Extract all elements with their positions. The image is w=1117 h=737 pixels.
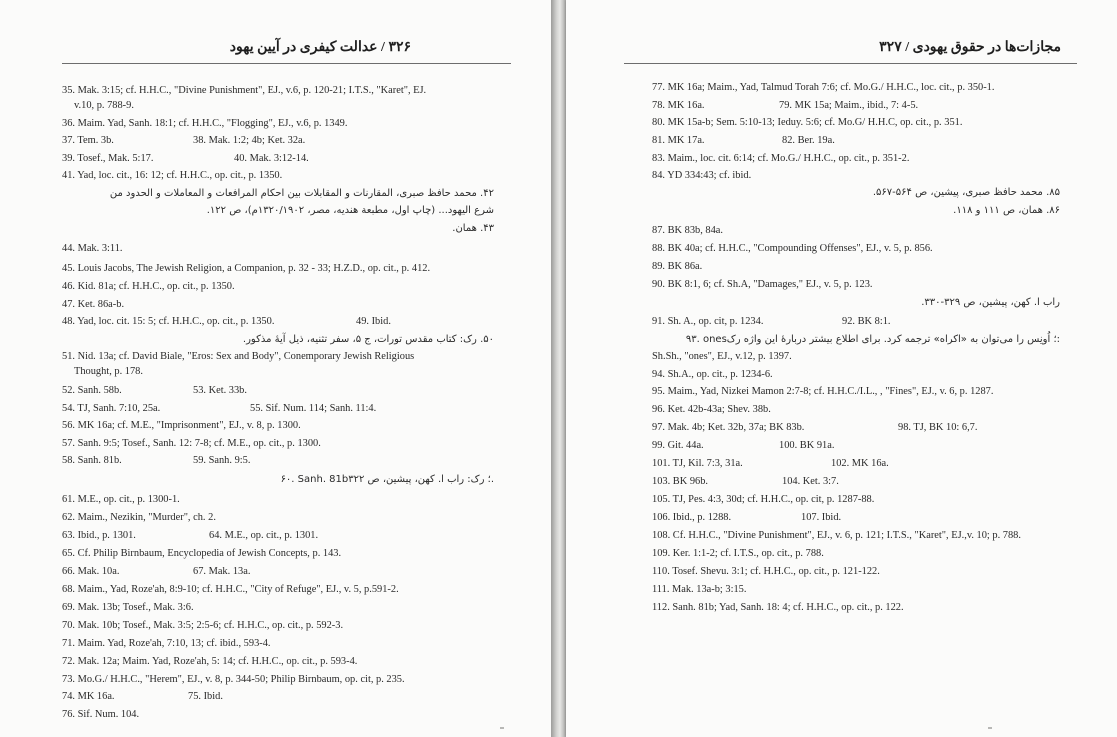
- footnote-line: [207, 204, 494, 217]
- footnote-text: 80. MK 15a-b; Sem. 5:10-13; Ieduy. 5:6; cf. Mo.G/ H.H.C, op. cit., p. 351.: [652, 117, 963, 128]
- footnote-text: v.10, p. 788-9.: [74, 100, 134, 111]
- right-header-rule: [624, 63, 1077, 64]
- footnote-line: [686, 333, 1060, 346]
- footnote-text: 47. Ket. 86a-b.: [62, 299, 125, 310]
- footnote-line: [452, 222, 494, 235]
- footnote-text: 71. Maim. Yad, Roze'ah, 7:10, 13; cf. ibid., 593-4.: [62, 638, 271, 649]
- footnote-text: 40. Mak. 3:12-14.: [234, 153, 309, 164]
- footnote-text: 44. Mak. 3:11.: [62, 243, 123, 254]
- footnote-text: 45. Louis Jacobs, The Jewish Religion, a Companion, p. 32 - 33; H.Z.D., op. cit., p. 412.: [62, 263, 431, 274]
- footnote-text: ۸۵. محمد حافظ صبری، پیشین، ص ۵۶۴-۵۶۷.: [872, 187, 1060, 198]
- footnote-text: 58. Sanh. 81b.: [62, 455, 122, 466]
- left-page-header: ۳۲۶ / عدالت کیفری در آیین یهود: [229, 40, 411, 55]
- footnote-text: ۴۲. محمد حافظ صبری، المقارنات و المقابلات بین احکام المرافعات و المعاملات و الحدود من: [109, 188, 494, 199]
- footnote-text: 64. M.E., op. cit., p. 1301.: [209, 530, 319, 541]
- footnote-text: 68. Maim., Yad, Roze'ah, 8:9-10; cf. H.H.C., "City of Refuge", EJ., v. 5, p.591-2.: [62, 584, 399, 595]
- footnote-text: 90. BK 8:1, 6; cf. Sh.A, "Damages," EJ., v. 5, p. 123.: [652, 279, 873, 290]
- footnote-text: 83. Maim., loc. cit. 6:14; cf. Mo.G./ H.H.C., op. cit., p. 351-2.: [652, 153, 910, 164]
- footnote-text: 98. TJ, BK 10: 6,7.: [898, 422, 978, 433]
- footnote-text: 89. BK 86a.: [652, 261, 703, 272]
- footnote-text: 95. Maim., Yad, Nizkei Mamon 2:7-8; cf. H.H.C./I.L., , "Fines", EJ., v. 6, p. 1287.: [652, 386, 994, 397]
- footnote-text: ۹۳. ones؛ اُونِس را می‌توان به «اکراه» ترجمه کرد. برای اطلاع بیشتر دربارهٔ این واژه رک:: [685, 334, 1060, 345]
- footnote-text: 100. BK 91a.: [779, 440, 835, 451]
- footnote-text: 67. Mak. 13a.: [193, 566, 251, 577]
- footnote-text: 99. Git. 44a.: [652, 440, 704, 451]
- left-page: [0, 0, 551, 737]
- footnote-text: 41. Yad, loc. cit., 16: 12; cf. H.H.C., op. cit., p. 1350.: [62, 170, 283, 181]
- footnote-line: [921, 296, 1060, 309]
- footnote-text: 56. MK 16a; cf. M.E., "Imprisonment", EJ., v. 8, p. 1300.: [62, 420, 301, 431]
- footnote-line: [110, 187, 494, 200]
- footnote-text: 109. Ker. 1:1-2; cf. I.T.S., op. cit., p. 788.: [652, 548, 824, 559]
- footnote-text: 110. Tosef. Shevu. 3:1; cf. H.H.C., op. cit., p. 121-122.: [652, 566, 880, 577]
- footnote-text: 65. Cf. Philip Birnbaum, Encyclopedia of Jewish Concepts, p. 143.: [62, 548, 342, 559]
- footnote-line: [873, 186, 1060, 199]
- left-header-rule: [62, 63, 511, 64]
- footnote-text: 108. Cf. H.H.C., "Divine Punishment", EJ., v. 6, p. 121; I.T.S., "Karet", EJ.,v. 10; p. 788.: [652, 530, 1021, 541]
- footnote-text: 88. BK 40a; cf. H.H.C., "Compounding Offenses", EJ., v. 5, p. 856.: [652, 243, 933, 254]
- footnote-text: 61. M.E., op. cit., p. 1300-1.: [62, 494, 180, 505]
- right-page-header: مجازات‌ها در حقوق یهودی / ۳۲۷: [879, 40, 1061, 55]
- footnote-text: راب ا. کهن، پیشین، ص ۳۲۹-۳۳۰.: [921, 297, 1060, 308]
- footnote-text: شرع الیهود... (چاپ اول، مطبعة هندیه، مصر، ۱۳۲۰/۱۹۰۲م)، ص ۱۲۲.: [206, 205, 494, 216]
- footnote-text: ۵۰. رک: کتاب مقدس تورات، ج ۵، سفر تثنیه، ذیل آیهٔ مذکور.: [242, 334, 494, 345]
- footnote-text: 82. Ber. 19a.: [782, 135, 835, 146]
- footnote-text: 69. Mak. 13b; Tosef., Mak. 3:6.: [62, 602, 194, 613]
- footnote-text: ۴۳. همان.: [452, 223, 494, 234]
- footnote-text: 91. Sh. A., op. cit, p. 1234.: [652, 316, 764, 327]
- footnote-text: 92. BK 8:1.: [842, 316, 891, 327]
- footnote-text: Thought, p. 178.: [74, 366, 143, 377]
- footnote-text: 94. Sh.A., op. cit., p. 1234-6.: [652, 369, 773, 380]
- footnote-text: 103. BK 96b.: [652, 476, 708, 487]
- footnote-line: [243, 333, 494, 346]
- footnote-text: 75. Ibid.: [188, 691, 223, 702]
- footnote-text: 96. Ket. 42b-43a; Shev. 38b.: [652, 404, 771, 415]
- footnote-text: 38. Mak. 1:2; 4b; Ket. 32a.: [193, 135, 306, 146]
- footnote-text: 49. Ibid.: [356, 316, 391, 327]
- footnote-text: 55. Sif. Num. 114; Sanh. 11:4.: [250, 403, 377, 414]
- footnote-text: 111. Mak. 13a-b; 3:15.: [652, 584, 747, 595]
- footnote-text: 35. Mak. 3:15; cf. H.H.C., "Divine Punishment", EJ., v.6, p. 120-21; I.T.S., "Karet", EJ.: [62, 85, 427, 96]
- footnote-text: 54. TJ, Sanh. 7:10, 25a.: [62, 403, 161, 414]
- footnote-text: 106. Ibid., p. 1288.: [652, 512, 732, 523]
- footnote-text: 37. Tem. 3b.: [62, 135, 114, 146]
- footnote-text: 36. Maim. Yad, Sanh. 18:1; cf. H.H.C., "Flogging", EJ., v.6, p. 1349.: [62, 118, 348, 129]
- footnote-text: 79. MK 15a; Maim., ibid., 7: 4-5.: [779, 100, 919, 111]
- footnote-text: 51. Nid. 13a; cf. David Biale, "Eros: Sex and Body", Conemporary Jewish Religious: [62, 351, 415, 362]
- footnote-text: 97. Mak. 4b; Ket. 32b, 37a; BK 83b.: [652, 422, 805, 433]
- footnote-text: 107. Ibid.: [801, 512, 842, 523]
- footnote-text: 48. Yad, loc. cit. 15: 5; cf. H.H.C., op. cit., p. 1350.: [62, 316, 275, 327]
- footnote-text: 70. Mak. 10b; Tosef., Mak. 3:5; 2:5-6; cf. H.H.C., op. cit., p. 592-3.: [62, 620, 344, 631]
- footnote-text: 73. Mo.G./ H.H.C., "Herem", EJ., v. 8, p. 344-50; Philip Birnbaum, op. cit, p. 235.: [62, 674, 405, 685]
- page-mark: [500, 727, 504, 729]
- book-gutter: [551, 0, 566, 737]
- footnote-text: 53. Ket. 33b.: [193, 385, 247, 396]
- footnote-text: 46. Kid. 81a; cf. H.H.C., op. cit., p. 1350.: [62, 281, 235, 292]
- footnote-text: ۶۰. Sanh. 81b؛ رک: راب ا. کهن، پیشین، ص ۳۲۲.: [280, 474, 494, 485]
- footnote-text: 101. TJ, Kil. 7:3, 31a.: [652, 458, 743, 469]
- footnote-text: 59. Sanh. 9:5.: [193, 455, 251, 466]
- footnote-text: 102. MK 16a.: [831, 458, 889, 469]
- footnote-text: Sh.Sh., "ones", EJ., v.12, p. 1397.: [652, 351, 792, 362]
- footnote-text: 57. Sanh. 9:5; Tosef., Sanh. 12: 7-8; cf. M.E., op. cit., p. 1300.: [62, 438, 321, 449]
- footnote-text: 52. Sanh. 58b.: [62, 385, 122, 396]
- right-page: [566, 0, 1117, 737]
- footnote-text: 76. Sif. Num. 104.: [62, 709, 140, 720]
- footnote-text: 87. BK 83b, 84a.: [652, 225, 723, 236]
- footnote-text: 72. Mak. 12a; Maim. Yad, Roze'ah, 5: 14; cf. H.H.C., op. cit., p. 593-4.: [62, 656, 358, 667]
- footnote-text: 62. Maim., Nezikin, "Murder", ch. 2.: [62, 512, 216, 523]
- page-mark: [988, 727, 992, 729]
- footnote-text: 74. MK 16a.: [62, 691, 115, 702]
- footnote-text: 104. Ket. 3:7.: [782, 476, 839, 487]
- footnote-text: 78. MK 16a.: [652, 100, 705, 111]
- footnote-text: ۸۶. همان، ص ۱۱۱ و ۱۱۸.: [953, 205, 1060, 216]
- footnote-text: 84. YD 334:43; cf. ibid.: [652, 170, 752, 181]
- footnote-text: 112. Sanh. 81b; Yad, Sanh. 18: 4; cf. H.H.C., op. cit., p. 122.: [652, 602, 904, 613]
- footnote-line: [953, 204, 1060, 217]
- footnote-text: 81. MK 17a.: [652, 135, 705, 146]
- footnote-text: 63. Ibid., p. 1301.: [62, 530, 136, 541]
- footnote-text: 39. Tosef., Mak. 5:17.: [62, 153, 154, 164]
- footnote-line: [281, 473, 494, 486]
- footnote-text: 66. Mak. 10a.: [62, 566, 120, 577]
- footnote-text: 105. TJ, Pes. 4:3, 30d; cf. H.H.C., op. cit, p. 1287-88.: [652, 494, 875, 505]
- footnote-text: 77. MK 16a; Maim., Yad, Talmud Torah 7:6; cf. Mo.G./ H.H.C., loc. cit., p. 350-1.: [652, 82, 995, 93]
